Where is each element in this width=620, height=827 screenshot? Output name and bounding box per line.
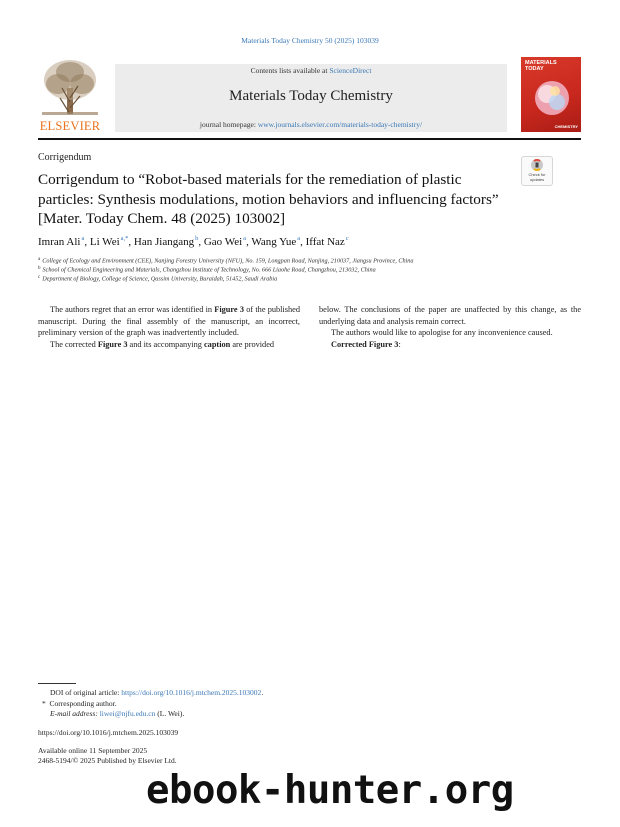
author[interactable]: Han Jiangang$^b$	[133, 235, 199, 248]
affiliation: $^b$ School of Chemical Engineering and Materials, Changzhou Institute of Technology, No. 666 Liaohe Road, Changzhou, 213032, China	[38, 266, 376, 274]
affiliation: $^a$ College of Ecology and Environment (CEE), Nanjing Forestry University (NFU), No. 159, Longpan Road, Nanjing, 210037, Jiangsu Province, China	[38, 257, 414, 265]
original-doi-link[interactable]: https://doi.org/10.1016/j.mtchem.2025.103002	[121, 688, 262, 697]
author[interactable]: Iffat Naz$^c$	[305, 235, 349, 248]
tree-logo-icon	[38, 58, 102, 120]
corresponding-footnote: * Corresponding author.	[42, 699, 117, 708]
elsevier-logo	[38, 58, 102, 134]
article-doi-link[interactable]: https://doi.org/10.1016/j.mtchem.2025.103039	[38, 728, 179, 737]
email-link[interactable]: liwei@njfu.edu.cn	[99, 709, 156, 718]
author[interactable]: Gao Wei$^a$	[203, 235, 247, 248]
available-online: Available online 11 September 2025	[38, 746, 148, 755]
cover-art-icon	[529, 77, 575, 119]
author[interactable]: Li Wei$^{a,*}$	[89, 235, 129, 248]
contents-line	[115, 66, 507, 75]
cover-title: MATERIALS TODAY	[525, 60, 557, 72]
cover-badge: CHEMISTRY	[554, 124, 578, 129]
paragraph: The corrected Figure 3 and its accompanying caption are provided	[50, 339, 275, 349]
paragraph: Corrected Figure 3:	[331, 339, 401, 349]
author[interactable]: Wang Yue$^a$	[251, 235, 301, 248]
paragraph-continued: below. The conclusions of the paper are unaffected by this change, as the underlying data and analysis remain correct.	[319, 305, 581, 326]
publisher-logo-text: ELSEVIER	[39, 119, 101, 133]
journal-title: Materials Today Chemistry	[229, 88, 393, 104]
header-rule	[38, 138, 581, 140]
article-type: Corrigendum	[38, 152, 92, 163]
check-updates-label: Check for updates	[528, 172, 546, 182]
check-for-updates-button[interactable]	[521, 156, 553, 186]
homepage-prefix: journal homepage:	[199, 120, 256, 129]
paragraph: The authors regret that an error was identified in Figure 3 of the published manuscript. During the final assembly of the manuscript, an incorrect, preliminary version of the graph was inadvertently included.	[38, 305, 300, 338]
homepage-link[interactable]: www.journals.elsevier.com/materials-today-chemistry/	[257, 120, 423, 129]
body-column-left	[38, 304, 300, 350]
email-footnote: E-mail address: liwei@njfu.edu.cn (L. Wei).	[50, 709, 185, 718]
paragraph: The authors would like to apologise for any inconvenience caused.	[331, 328, 553, 338]
watermark-text: ebook-hunter.org	[146, 768, 514, 813]
journal-cover[interactable]	[521, 57, 581, 132]
author[interactable]: Imran Ali$^a$	[38, 235, 85, 248]
journal-banner	[115, 64, 507, 132]
article-title: Corrigendum to “Robot-based materials for the remediation of plastic particles: Synthesis modulations, motion behaviors and influencing factors” [Mater. Today Chem. 48 (2025) 103002]	[38, 171, 499, 227]
body-column-right	[319, 304, 581, 350]
affiliation: $^c$ Department of Biology, College of Science, Qassim University, Buraidah, 51452, Saudi Arabia	[38, 275, 278, 283]
doi-original-footnote: DOI of original article: https://doi.org/10.1016/j.mtchem.2025.103002.	[50, 688, 264, 697]
check-updates-icon	[530, 158, 544, 172]
copyright: 2468-5194/© 2025 Published by Elsevier Ltd.	[38, 756, 177, 765]
sciencedirect-link[interactable]: ScienceDirect	[329, 66, 372, 75]
journal-citation[interactable]: Materials Today Chemistry 50 (2025) 103039	[241, 36, 379, 45]
homepage-line	[115, 120, 507, 129]
footnote-rule	[38, 683, 76, 684]
author-list: Imran Ali$^a$, Li Wei$^{a,*}$, Han Jiangang$^b$, Gao Wei$^a$, Wang Yue$^a$, Iffat Naz$^c$	[38, 235, 349, 248]
contents-prefix: Contents lists available at	[250, 66, 328, 75]
